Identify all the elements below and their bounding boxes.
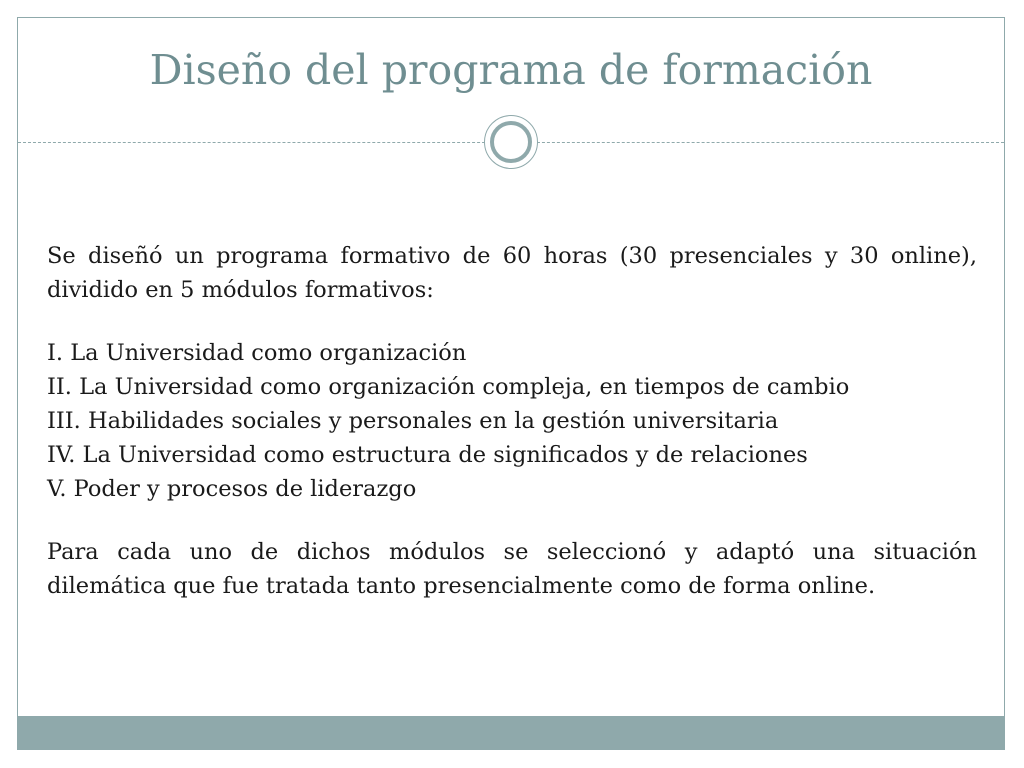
module-item: I. La Universidad como organización <box>47 340 467 366</box>
module-list <box>47 336 977 506</box>
slide-body <box>47 239 977 603</box>
footer-bar <box>17 716 1005 750</box>
module-item: III. Habilidades sociales y personales en la gestión universitaria <box>47 408 779 434</box>
module-item: V. Poder y procesos de liderazgo <box>47 476 417 502</box>
intro-paragraph: Se diseñó un programa formativo de 60 horas (30 presenciales y 30 online), dividido en 5 módulos formativos: <box>47 243 977 303</box>
module-item: IV. La Universidad como estructura de significados y de relaciones <box>47 442 808 468</box>
closing-paragraph: Para cada uno de dichos módulos se seleccionó y adaptó una situación dilemática que fue tratada tanto presencialmente como de forma online. <box>47 539 977 599</box>
slide-title: Diseño del programa de formación <box>149 46 873 94</box>
title-divider-ring-icon <box>490 121 532 163</box>
module-item: II. La Universidad como organización compleja, en tiempos de cambio <box>47 374 850 400</box>
